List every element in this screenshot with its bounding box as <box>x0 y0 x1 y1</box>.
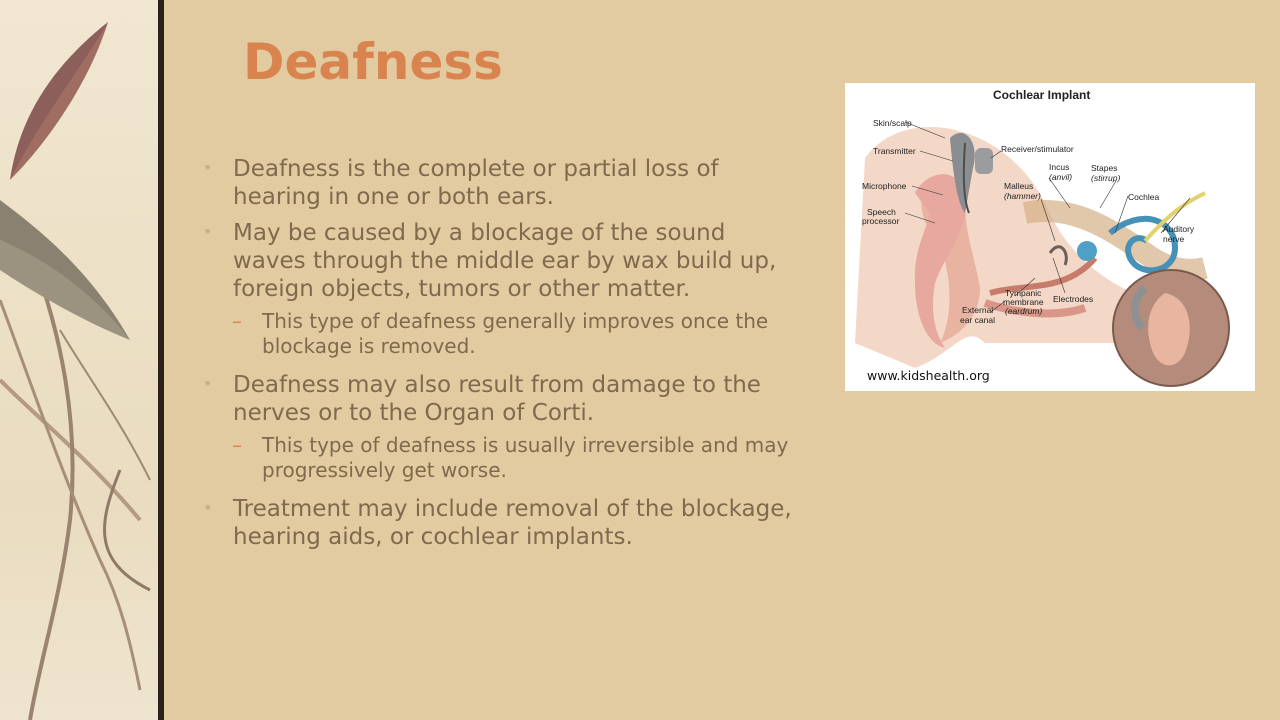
label-stapes: Stapes <box>1091 163 1118 173</box>
label-tympanic-alt: (eardrum) <box>1005 306 1043 316</box>
bullet-dot-icon: • <box>203 374 213 393</box>
sub-bullet-item <box>205 433 805 483</box>
bullet-text: May be caused by a blockage of the sound waves through the middle ear by wax build up, foreign objects, tumors or other matter. <box>233 220 777 302</box>
slide-title: Deafness <box>243 33 503 91</box>
bullet-text: Deafness may also result from damage to the nerves or to the Organ of Corti. <box>233 372 761 426</box>
bullet-item <box>205 371 805 427</box>
label-electrodes: Electrodes <box>1053 294 1094 304</box>
label-receiver-stimulator: Receiver/stimulator <box>1001 144 1074 154</box>
label-speech: Speech <box>867 207 896 217</box>
label-microphone: Microphone <box>862 181 907 191</box>
label-incus-alt: (anvil) <box>1049 172 1073 182</box>
bullet-item <box>205 155 805 211</box>
label-ear-canal: ear canal <box>960 315 995 325</box>
ear-anatomy-illustration <box>845 83 1255 391</box>
label-transmitter: Transmitter <box>873 146 916 156</box>
bullet-dot-icon: • <box>203 158 213 177</box>
label-external: External <box>962 305 994 315</box>
leaf-branch-illustration <box>0 0 158 720</box>
label-incus: Incus <box>1049 162 1070 172</box>
label-skin-scalp: Skin/scalp <box>873 118 912 128</box>
sub-bullet-text: This type of deafness is usually irreversible and may progressively get worse. <box>262 433 789 482</box>
bullet-item <box>205 219 805 303</box>
bullet-list <box>205 155 805 559</box>
cochlear-implant-figure <box>845 83 1255 391</box>
label-malleus-alt: (hammer) <box>1004 191 1041 201</box>
label-auditory: Auditory <box>1163 224 1195 234</box>
bullet-text: Treatment may include removal of the blockage, hearing aids, or cochlear implants. <box>233 496 792 550</box>
bullet-text: Deafness is the complete or partial loss of hearing in one or both ears. <box>233 156 719 210</box>
label-tympanic: Tympanic <box>1005 288 1042 298</box>
dash-icon: – <box>232 309 242 333</box>
label-processor: processor <box>862 216 900 226</box>
sub-bullet-item <box>205 309 805 359</box>
label-membrane: membrane <box>1003 297 1044 307</box>
dash-icon: – <box>232 433 242 457</box>
bullet-dot-icon: • <box>203 498 213 517</box>
label-cochlea: Cochlea <box>1128 192 1160 202</box>
bullet-dot-icon: • <box>203 222 213 241</box>
image-credit: www.kidshealth.org <box>867 368 990 383</box>
sub-bullet-text: This type of deafness generally improves once the blockage is removed. <box>262 309 769 358</box>
decorative-leaf-panel <box>0 0 158 720</box>
label-nerve: nerve <box>1163 234 1185 244</box>
label-malleus: Malleus <box>1004 181 1034 191</box>
bullet-item <box>205 495 805 551</box>
figure-title: Cochlear Implant <box>993 88 1091 102</box>
label-stapes-alt: (stirrup) <box>1091 173 1121 183</box>
vertical-divider <box>158 0 164 720</box>
